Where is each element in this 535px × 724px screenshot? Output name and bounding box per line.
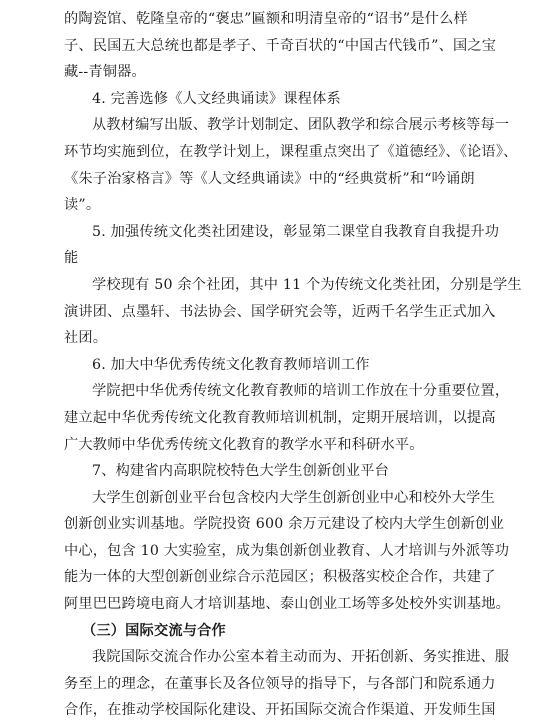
text-line: 7、构建省内高职院校特色大学生创新创业平台 [92, 463, 389, 480]
text-line: 合作，在推动学校国际化建设、开拓国际交流合作渠道、开发师生国 [64, 702, 496, 719]
text-line: 我院国际交流合作办公室本着主动而为、开拓创新、务实推进、服 [92, 649, 510, 666]
text-line: 《朱子治家格言》等《人文经典诵读》中的“经典赏析”和“吟诵朗 [64, 170, 475, 187]
text-line: 的陶瓷馆、乾隆皇帝的“褒忠”匾额和明清皇帝的“诏书”是什么样 [64, 11, 468, 27]
text-line: 从教材编写出版、教学计划制定、团队教学和综合展示考核等每一 [92, 117, 510, 134]
text-line: 能 [64, 250, 79, 267]
text-line: 演讲团、点墨轩、书法协会、国学研究会等，近两千名学生正式加入 [64, 303, 496, 320]
text-line: 社团。 [64, 330, 108, 347]
text-line: 创新创业实训基地。学院投资 600 余万元建设了校内大学生创新创业 [64, 516, 504, 533]
text-line: 学校现有 50 余个社团，其中 11 个为传统文化类社团，分别是学生 [92, 276, 522, 293]
text-line: 藏--青铜器。 [64, 64, 146, 81]
text-line: 环节均实施到位，在教学计划上，课程重点突出了《道德经》、《论语》、 [64, 143, 518, 160]
text-line: 5. 加强传统文化类社团建设，彰显第二课堂自我教育自我提升功 [92, 223, 500, 240]
text-line: 读”。 [64, 197, 101, 214]
text-line: 6. 加大中华优秀传统文化教育教师培训工作 [92, 356, 370, 373]
text-line: 4. 完善选修《人文经典诵读》课程体系 [92, 90, 341, 107]
text-line: 子、民国五大总统也都是孝子、千奇百状的“中国古代钱币”、国之宝 [64, 37, 497, 54]
text-line: 大学生创新创业平台包含校内大学生创新创业中心和校外大学生 [92, 489, 495, 506]
text-line: 广大教师中华优秀传统文化教育的教学水平和科研水平。 [64, 436, 424, 453]
section-heading: （三）国际交流与合作 [82, 622, 226, 639]
text-line: 建立起中华优秀传统文化教育教师培训机制，定期开展培训，以提高 [64, 409, 496, 426]
text-line: 中心，包含 10 大实验室，成为集创新创业教育、人才培训与外派等功 [64, 542, 510, 559]
text-line: 能为一体的大型创新创业综合示范园区；积极落实校企合作，共建了 [64, 569, 496, 586]
text-line: 务至上的理念，在董事长及各位领导的指导下，与各部门和院系通力 [64, 675, 496, 692]
text-line: 阿里巴巴跨境电商人才培训基地、泰山创业工场等多处校外实训基地。 [64, 596, 511, 613]
text-line: 学院把中华优秀传统文化教育教师的培训工作放在十分重要位置， [92, 383, 510, 400]
